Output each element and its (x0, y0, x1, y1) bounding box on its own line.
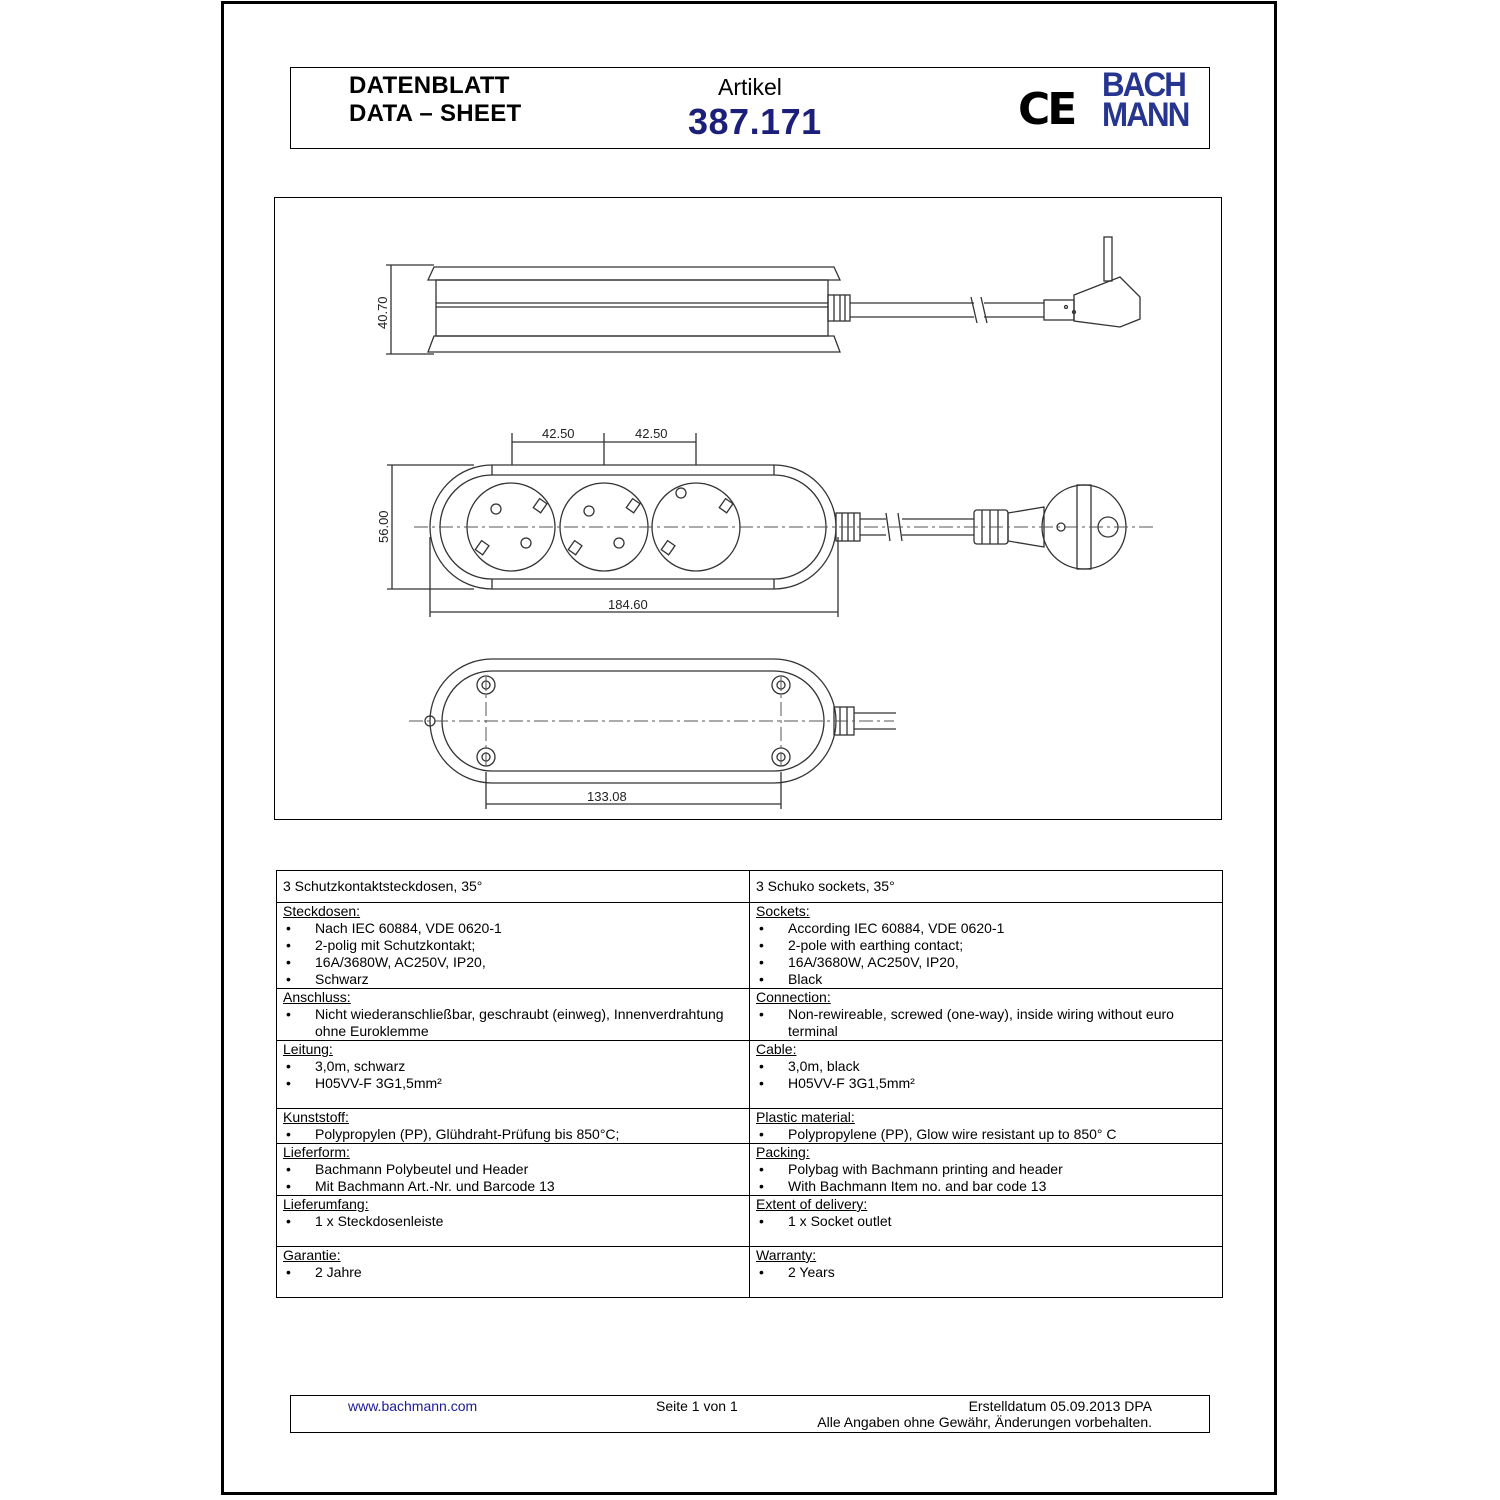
spec-bullet-list (283, 1161, 743, 1195)
spec-bullet-item: • 1 x Socket outlet (756, 1213, 1216, 1230)
spec-section-title: Connection: (756, 989, 831, 1005)
spec-head-german: 3 Schutzkontaktsteckdosen, 35° (277, 871, 750, 903)
spec-section-title: Kunststoff: (283, 1109, 349, 1125)
spec-bullet-item: • Polypropylen (PP), Glühdraht-Prüfung bis 850°C; (283, 1126, 743, 1143)
spec-section-title: Plastic material: (756, 1109, 855, 1125)
spec-bullet-item: • Schwarz (283, 971, 743, 988)
spec-bullet-item: • Polypropylene (PP), Glow wire resistant up to 850° C (756, 1126, 1216, 1143)
spec-bullet-item: • With Bachmann Item no. and bar code 13 (756, 1178, 1216, 1195)
spec-bullet-list (283, 1264, 743, 1281)
spec-cell-german (277, 1247, 750, 1298)
logo-line-1: BACH (1102, 66, 1186, 104)
spec-section-title: Packing: (756, 1144, 810, 1160)
spec-cell-german (277, 1196, 750, 1247)
spec-bullet-item: • 16A/3680W, AC250V, IP20, (756, 954, 1216, 971)
spec-row (277, 1144, 1223, 1196)
title-english: DATA – SHEET (349, 100, 522, 127)
dim-hole-spacing: 133.08 (587, 789, 627, 804)
spec-section-title: Anschluss: (283, 989, 351, 1005)
spec-section-title: Lieferumfang: (283, 1196, 369, 1212)
spec-bullet-item: • H05VV-F 3G1,5mm² (283, 1075, 743, 1092)
side-view (386, 237, 1140, 354)
spec-row (277, 903, 1223, 989)
spec-bullet-item: • 3,0m, black (756, 1058, 1216, 1075)
title-german: DATENBLATT (349, 72, 510, 99)
spec-bullet-list (756, 1161, 1216, 1195)
dim-height-top: 56.00 (376, 510, 391, 543)
spec-cell-german (277, 989, 750, 1041)
spec-cell-german (277, 1109, 750, 1144)
spec-bullet-item: • 2 Years (756, 1264, 1216, 1281)
spec-row (277, 989, 1223, 1041)
spec-bullet-item: • Nach IEC 60884, VDE 0620-1 (283, 920, 743, 937)
spec-row (277, 1041, 1223, 1109)
specification-table (276, 870, 1223, 1298)
spec-section-title: Cable: (756, 1041, 797, 1057)
spec-cell-english (750, 903, 1223, 989)
logo-line-2: MANN (1102, 96, 1189, 134)
spec-cell-english (750, 1196, 1223, 1247)
spec-section-title: Garantie: (283, 1247, 341, 1263)
spec-bullet-list (283, 920, 743, 988)
spec-bullet-item: • According IEC 60884, VDE 0620-1 (756, 920, 1216, 937)
spec-row (277, 1109, 1223, 1144)
article-label: Artikel (718, 74, 782, 100)
spec-cell-english (750, 1144, 1223, 1196)
spec-bullet-item: • Non-rewireable, screwed (one-way), inside wiring without euro terminal (756, 1006, 1216, 1040)
spec-section-title: Warranty: (756, 1247, 817, 1263)
dim-socket-spacing-1: 42.50 (542, 426, 575, 441)
page-indicator: Seite 1 von 1 (656, 1398, 738, 1414)
spec-bullet-item: • H05VV-F 3G1,5mm² (756, 1075, 1216, 1092)
dim-length: 184.60 (608, 597, 648, 612)
spec-cell-german (277, 903, 750, 989)
spec-bullet-list (756, 1126, 1216, 1143)
spec-section-title: Lieferform: (283, 1144, 350, 1160)
spec-bullet-list (283, 1058, 743, 1092)
spec-cell-german (277, 1041, 750, 1109)
spec-bullet-list (756, 920, 1216, 988)
spec-bullet-item: • 3,0m, schwarz (283, 1058, 743, 1075)
spec-bullet-item: • Polybag with Bachmann printing and header (756, 1161, 1216, 1178)
website-link[interactable]: www.bachmann.com (348, 1398, 478, 1414)
spec-cell-german (277, 1144, 750, 1196)
spec-bullet-item: • 16A/3680W, AC250V, IP20, (283, 954, 743, 971)
spec-bullet-item: • 1 x Steckdosenleiste (283, 1213, 743, 1230)
spec-row (277, 1247, 1223, 1298)
spec-head-english: 3 Schuko sockets, 35° (750, 871, 1223, 903)
spec-cell-english (750, 1109, 1223, 1144)
top-view (387, 433, 1126, 617)
spec-bullet-item: • Black (756, 971, 1216, 988)
bottom-view (425, 659, 896, 809)
spec-bullet-item: • Bachmann Polybeutel und Header (283, 1161, 743, 1178)
spec-section-title: Sockets: (756, 903, 810, 919)
spec-bullet-item: • 2-polig mit Schutzkontakt; (283, 937, 743, 954)
spec-header-row (277, 871, 1223, 903)
disclaimer: Alle Angaben ohne Gewähr, Änderungen vorbehalten. (817, 1414, 1152, 1430)
ce-mark-icon: CE (1018, 84, 1075, 135)
spec-bullet-item: • 2-pole with earthing contact; (756, 937, 1216, 954)
spec-section-title: Extent of delivery: (756, 1196, 868, 1212)
spec-cell-english (750, 1041, 1223, 1109)
spec-bullet-item: • 2 Jahre (283, 1264, 743, 1281)
footer (290, 1395, 1210, 1433)
spec-bullet-item: • Mit Bachmann Art.-Nr. und Barcode 13 (283, 1178, 743, 1195)
spec-bullet-list (756, 1264, 1216, 1281)
bachmann-logo (1102, 66, 1200, 134)
dim-height-side: 40.70 (375, 296, 390, 329)
datasheet-title (349, 72, 522, 128)
spec-bullet-list (283, 1006, 743, 1040)
spec-bullet-list (283, 1126, 743, 1143)
spec-bullet-list (756, 1213, 1216, 1230)
spec-bullet-list (756, 1058, 1216, 1092)
article-number: 387.171 (688, 101, 822, 142)
spec-cell-english (750, 989, 1223, 1041)
creation-date: Erstelldatum 05.09.2013 DPA (968, 1398, 1152, 1414)
spec-section-title: Leitung: (283, 1041, 333, 1057)
spec-row (277, 1196, 1223, 1247)
technical-drawing (274, 197, 1222, 820)
dim-socket-spacing-2: 42.50 (635, 426, 668, 441)
spec-cell-english (750, 1247, 1223, 1298)
spec-bullet-list (283, 1213, 743, 1230)
spec-bullet-item: • Nicht wiederanschließbar, geschraubt (einweg), Innenverdrahtung ohne Euroklemme (283, 1006, 743, 1040)
spec-bullet-list (756, 1006, 1216, 1040)
spec-section-title: Steckdosen: (283, 903, 361, 919)
